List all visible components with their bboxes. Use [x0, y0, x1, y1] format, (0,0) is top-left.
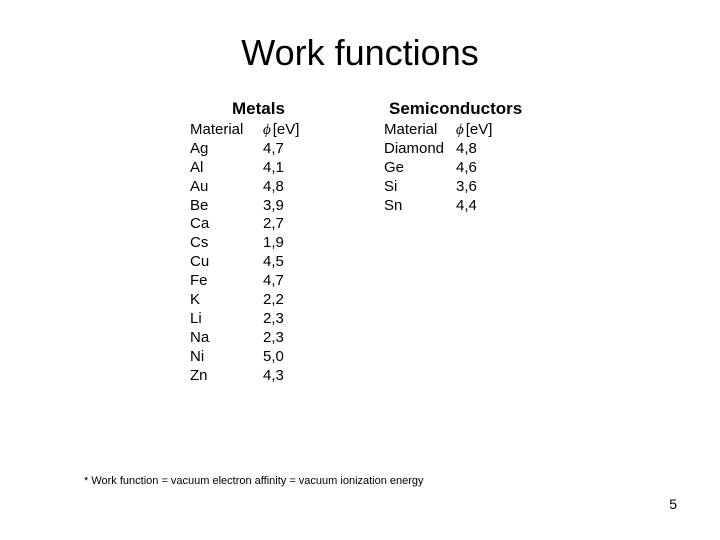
work-function-value: 2,3	[263, 328, 284, 346]
work-function-value: 4,8	[456, 139, 477, 157]
table-row	[384, 159, 516, 178]
metal-name: Ni	[190, 347, 205, 365]
semiconductor-name: Sn	[384, 196, 403, 214]
table-row	[190, 197, 323, 216]
table-row	[384, 197, 516, 216]
work-function-value: 4,6	[456, 158, 477, 176]
work-function-value: 5,0	[263, 347, 284, 365]
work-function-value: 1,9	[263, 234, 284, 252]
metals-workfunction-header	[263, 121, 323, 140]
work-function-value: 3,9	[263, 196, 284, 214]
work-function-value: 4,1	[263, 158, 284, 176]
phi-symbol: ϕ	[456, 122, 464, 138]
work-function-value: 2,2	[263, 291, 284, 309]
metal-name: Fe	[190, 272, 208, 290]
work-function-value: 4,4	[456, 196, 477, 214]
metals-unit-label: [eV]	[272, 121, 300, 138]
metal-name: Zn	[190, 366, 208, 384]
metals-material-header: Material	[190, 121, 244, 138]
table-row	[190, 367, 323, 386]
table-row	[190, 329, 323, 348]
metal-name: Ag	[190, 139, 209, 157]
table-row	[190, 159, 323, 178]
metals-header-row	[190, 121, 323, 140]
semiconductors-material-header: Material	[384, 121, 438, 138]
work-function-value: 3,6	[456, 177, 477, 195]
page-number: 5	[669, 496, 677, 512]
table-row	[190, 234, 323, 253]
table-row	[190, 253, 323, 272]
metal-name: Na	[190, 328, 210, 346]
table-row	[190, 310, 323, 329]
metal-name: Au	[190, 177, 209, 195]
metal-name: Cu	[190, 253, 210, 271]
semiconductor-name: Si	[384, 177, 398, 195]
work-function-value: 4,3	[263, 366, 284, 384]
table-row	[190, 178, 323, 197]
semiconductors-unit-label: [eV]	[465, 121, 493, 138]
semiconductors-table	[384, 121, 516, 215]
semiconductor-name: Ge	[384, 158, 405, 176]
table-row	[384, 178, 516, 197]
metal-name: K	[190, 291, 201, 309]
metal-name: Al	[190, 158, 204, 176]
phi-symbol: ϕ	[263, 122, 271, 138]
work-function-value: 4,5	[263, 253, 284, 271]
slide-title: Work functions	[241, 32, 479, 73]
metal-name: Cs	[190, 234, 209, 252]
work-function-value: 4,7	[263, 139, 284, 157]
metals-heading: Metals	[232, 99, 285, 118]
semiconductors-heading: Semiconductors	[389, 99, 523, 118]
table-row	[190, 348, 323, 367]
table-row	[190, 272, 323, 291]
table-row	[384, 140, 516, 159]
semiconductors-header-row	[384, 121, 516, 140]
work-function-value: 2,7	[263, 215, 284, 233]
table-row	[190, 140, 323, 159]
metals-table	[190, 121, 323, 385]
semiconductors-workfunction-header	[456, 121, 516, 140]
metal-name: Li	[190, 309, 202, 327]
table-row	[190, 291, 323, 310]
work-function-value: 4,8	[263, 177, 284, 195]
footnote: * Work function = vacuum electron affinity = vacuum ionization energy	[84, 475, 424, 487]
metal-name: Ca	[190, 215, 210, 233]
work-function-value: 2,3	[263, 309, 284, 327]
metal-name: Be	[190, 196, 209, 214]
work-function-value: 4,7	[263, 272, 284, 290]
table-row	[190, 215, 323, 234]
semiconductor-name: Diamond	[384, 139, 445, 157]
